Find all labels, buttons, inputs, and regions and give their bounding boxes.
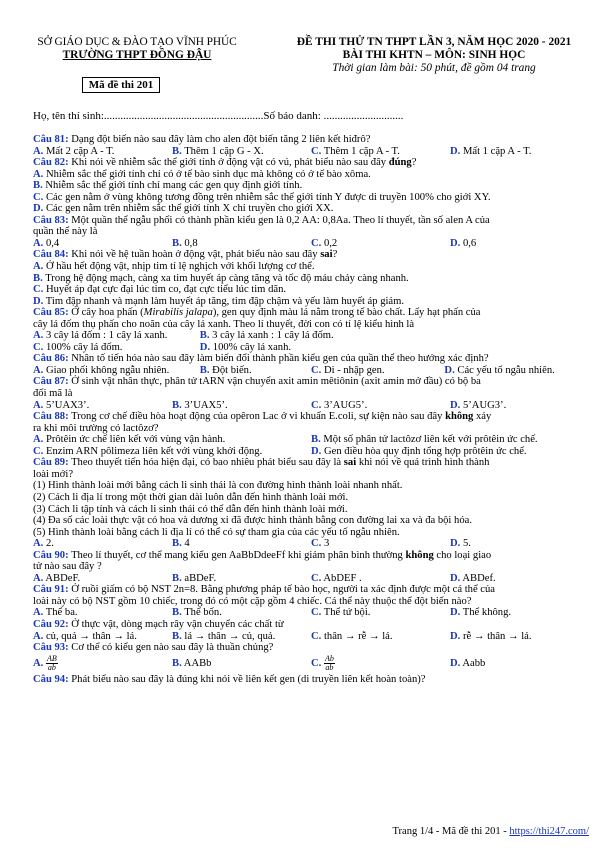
question-88: Câu 88: Trong cơ chế điều hòa hoạt động của opêron Lac ở vi khuẩn E.coli, sự kiện nào sau đây không xảy xyxy=(33,411,492,423)
option-d: D. ABDef. xyxy=(450,572,496,584)
department-name: SỞ GIÁO DỤC & ĐÀO TẠO VĨNH PHÚC xyxy=(37,36,237,48)
option-a: A. Nhiễm sắc thể giới tính chỉ có ở tế bào sinh dục mà không có ở tế bào xôma. xyxy=(33,168,371,180)
options-88-row2 xyxy=(33,446,589,458)
question-89: Câu 89: Theo thuyết tiến hóa hiện đại, có bao nhiêu phát biểu sau đây là sai khi nói về quá trình hình thành xyxy=(33,457,490,469)
option-b: B. Đột biến. xyxy=(199,364,252,376)
option-a: A. Ở hầu hết động vật, nhịp tim tỉ lệ nghịch với khối lượng cơ thể. xyxy=(33,261,315,273)
question-89-cont: loài mới? xyxy=(33,468,74,480)
option-c: C. Di - nhập gen. xyxy=(310,364,385,376)
option-c: C. thân → rễ → lá. xyxy=(311,630,393,642)
genotype-fraction: $\frac{AB}{ab}$ xyxy=(46,654,57,673)
genotype-fraction: $\frac{Ab}{ab}$ xyxy=(324,654,334,673)
option-a: A. Giao phối không ngẫu nhiên. xyxy=(33,364,170,376)
options-87 xyxy=(33,400,589,412)
option-b: B. 3’UAX5’. xyxy=(172,399,228,411)
option-b: B. Nhiễm sắc thể giới tính chỉ mang các gen quy định giới tính. xyxy=(33,180,303,192)
statement-4: (4) Đa số các loài thực vật có hoa và dương xỉ đã được hình thành bằng con đường lai xa và đa bội hóa. xyxy=(33,515,472,527)
option-b: B. 4 xyxy=(172,538,190,550)
exam-code-box: Mã đề thi 201 xyxy=(82,77,160,93)
question-number: Câu 87: xyxy=(33,376,69,388)
option-a: A. ABDeF. xyxy=(33,572,81,584)
option-b: B. aBDeF. xyxy=(172,572,217,584)
question-82: Câu 82: Khi nói về nhiễm sắc thể giới tính ở động vật có vú, phát biểu nào sau đây đúng? xyxy=(33,157,417,169)
option-a: A. $\frac{AB}{ab}$ xyxy=(33,654,57,673)
question-number: Câu 92: xyxy=(33,618,69,630)
option-d: D. Aabb xyxy=(450,657,486,669)
option-a: A. 2. xyxy=(33,538,54,550)
question-92: Câu 92: Ở thực vật, dòng mạch rây vận chuyển các chất từ xyxy=(33,618,284,630)
question-number: Câu 94: xyxy=(33,673,69,685)
question-number: Câu 82: xyxy=(33,157,69,169)
question-83: Câu 83: Một quần thể ngẫu phối có thành phần kiểu gen là 0,2 AA: 0,8Aa. Theo lí thuyết, tần số alen A của xyxy=(33,214,490,226)
question-number: Câu 91: xyxy=(33,584,69,596)
exam-duration: Thời gian làm bài: 50 phút, đề gồm 04 trang xyxy=(332,62,536,74)
question-number: Câu 81: xyxy=(33,134,69,145)
option-a: A. củ, quả → thân → lá. xyxy=(33,630,137,642)
questions xyxy=(33,134,589,685)
option-d: D. 0,6 xyxy=(450,237,477,249)
option-c: C. 3’AUG5’. xyxy=(311,399,368,411)
question-number: Câu 88: xyxy=(33,411,69,423)
option-d: D. Mất 1 cặp A - T. xyxy=(450,145,532,157)
option-b: B. Một số phân tử lactôzơ liên kết với prôtêin ức chế. xyxy=(311,434,538,446)
option-d: D. Tim đập nhanh và mạnh làm huyết áp tăng, tim đập chậm và yếu làm huyết áp giảm. xyxy=(33,295,405,307)
question-87-cont: đối mã là xyxy=(33,388,73,400)
question-91-cont: loài này có bộ NST gồm 10 chiếc, trong đó có một cặp gồm 4 chiếc. Cá thể này thuộc thể đột biến nào? xyxy=(33,595,472,607)
option-b: B. Thể bốn. xyxy=(172,607,222,619)
options-85-row1 xyxy=(33,330,589,342)
question-number: Câu 83: xyxy=(33,214,69,226)
statement-3: (3) Cách li tập tính và cách li sinh thái có thể dẫn đến hình thành loài mới. xyxy=(33,503,348,515)
option-d: D. Gen điều hòa quy định tổng hợp prôtêin ức chế. xyxy=(311,445,527,457)
option-b: B. 3 cây lá xanh : 1 cây lá đốm. xyxy=(199,330,334,342)
option-c: C. 100% cây lá đốm. xyxy=(33,341,123,353)
footer-text: Trang 1/4 - Mã đề thi 201 - xyxy=(392,826,510,837)
question-number: Câu 93: xyxy=(33,642,69,654)
footer-link[interactable]: https://thi247.com/ xyxy=(509,826,589,837)
option-d: D. 5. xyxy=(450,538,471,550)
question-number: Câu 89: xyxy=(33,457,69,469)
option-a: A. Prôtêin ức chế liên kết với vùng vận hành. xyxy=(33,434,226,446)
question-88-cont: ra khi môi trường có lactôzơ? xyxy=(33,422,159,434)
question-text: Dạng đột biến nào sau đây làm cho alen đột biến tăng 2 liên kết hiđrô? xyxy=(71,134,371,145)
statement-2: (2) Cách li địa lí trong một thời gian dài luôn dẫn đến hình thành loài mới. xyxy=(33,491,349,503)
options-85-row2 xyxy=(33,342,589,354)
header-left xyxy=(8,36,266,62)
option-c: C. Huyết áp đạt cực đại lúc tim co, đạt cực tiểu lúc tim dãn. xyxy=(33,284,287,296)
question-90: Câu 90: Theo lí thuyết, cơ thể mang kiểu gen AaBbDdeeFf khi giảm phân bình thường không cho loại giao xyxy=(33,549,492,561)
question-91: Câu 91: Ở ruồi giấm có bộ NST 2n=8. Bằng phương pháp tế bào học, người ta xác định được một cá thể của xyxy=(33,584,496,596)
statement-1: (1) Hình thành loài mới bằng cách li sinh thái là con đường hình thành loài nhanh nhất. xyxy=(33,480,403,492)
option-d: D. 100% cây lá xanh. xyxy=(199,341,292,353)
options-93 xyxy=(33,654,589,674)
option-d: D. rễ → thân → lá. xyxy=(450,630,532,642)
option-c: C. Thể tứ bội. xyxy=(311,607,371,619)
options-90 xyxy=(33,573,589,585)
question-83-cont: quần thể này là xyxy=(33,226,98,238)
student-info-line: Họ, tên thí sinh:..........................................................Số báo danh: ............................. xyxy=(33,110,404,122)
question-85-cont: cây lá đốm thụ phấn cho noãn của cây lá xanh. Theo lí thuyết, đời con có tỉ lệ kiểu hình là xyxy=(33,318,415,330)
question-86: Câu 86: Nhân tố tiến hóa nào sau đây làm biến đổi thành phần kiểu gen của quần thể theo hướng xác định? xyxy=(33,353,489,365)
question-94: Câu 94: Phát biểu nào sau đây là đúng khi nói về liên kết gen (di truyền liên kết hoàn toàn)? xyxy=(33,673,426,685)
option-c: C. $\frac{Ab}{ab}$ xyxy=(311,654,334,673)
option-b: B. lá → thân → củ, quả. xyxy=(172,630,276,642)
option-c: C. AbDEF . xyxy=(311,572,362,584)
question-number: Câu 84: xyxy=(33,249,69,261)
options-89 xyxy=(33,538,589,550)
question-number: Câu 90: xyxy=(33,549,69,561)
question-87: Câu 87: Ở sinh vật nhân thực, phân tử tARN vận chuyển axit amin mêtiônin (axit amin mở đầu) có bộ ba xyxy=(33,376,481,388)
option-a: A. Mất 2 cặp A - T. xyxy=(33,145,115,157)
question-90-cont: tử nào sau đây ? xyxy=(33,561,102,573)
option-d: D. 5’AUG3’. xyxy=(450,399,507,411)
options-86 xyxy=(33,365,589,377)
option-b: B. Trong hệ động mạch, càng xa tim huyết áp càng tăng và tốc độ máu chảy càng nhanh. xyxy=(33,272,409,284)
question-93: Câu 93: Cơ thể có kiểu gen nào sau đây là thuần chủng? xyxy=(33,642,274,654)
exam-subject: BÀI THI KHTN – MÔN: SINH HỌC xyxy=(342,49,526,61)
page-footer xyxy=(0,826,589,837)
question-number: Câu 85: xyxy=(33,307,69,319)
school-name: TRƯỜNG THPT ĐỒNG ĐẬU xyxy=(62,49,212,61)
option-c: C. 3 xyxy=(311,538,330,550)
question-81 xyxy=(33,134,589,146)
option-c: C. 0,2 xyxy=(311,237,338,249)
options-88-row1 xyxy=(33,434,589,446)
statement-5: (5) Hình thành loài bằng cách li địa lí có thể có sự tham gia của các yếu tố ngẫu nhiên. xyxy=(33,526,400,538)
option-a: A. 0,4 xyxy=(33,237,60,249)
question-85: Câu 85: Ở cây hoa phấn (Mirabilis jalapa), gen quy định màu lá nằm trong tế bào chất. Lấy hạt phấn của xyxy=(33,307,481,319)
option-d: D. Thể không. xyxy=(450,607,512,619)
option-b: B. 0,8 xyxy=(172,237,198,249)
options-81 xyxy=(33,146,589,158)
option-a: A. 3 cây lá đốm : 1 cây lá xanh. xyxy=(33,330,168,342)
option-a: A. Thể ba. xyxy=(33,607,78,619)
options-83 xyxy=(33,238,589,250)
option-a: A. 5’UAX3’. xyxy=(33,399,90,411)
option-c: C. Thêm 1 cặp A - T. xyxy=(311,145,400,157)
exam-title: ĐỀ THI THỬ TN THPT LẦN 3, NĂM HỌC 2020 - 2021 xyxy=(296,36,572,48)
option-b: B. Thêm 1 cặp G - X. xyxy=(172,145,264,157)
options-92 xyxy=(33,631,589,643)
option-c: C. Enzim ARN pôlimeza liên kết với vùng khởi động. xyxy=(33,445,263,457)
option-b: B. AABb xyxy=(172,657,212,669)
option-c: C. Các gen nằm ở vùng không tương đồng trên nhiễm sắc thể giới tính Y được di truyền 100% cho giới XY. xyxy=(33,191,491,203)
option-d: D. Các yếu tố ngẫu nhiên. xyxy=(444,364,555,376)
question-84: Câu 84: Khi nói về hệ tuần hoàn ở động vật, phát biểu nào sau đây sai? xyxy=(33,249,338,261)
question-number: Câu 86: xyxy=(33,353,69,365)
options-91 xyxy=(33,607,589,619)
option-d: D. Các gen nằm trên nhiễm sắc thể giới tính X chỉ truyền cho giới XX. xyxy=(33,203,334,215)
header-right xyxy=(276,36,592,75)
